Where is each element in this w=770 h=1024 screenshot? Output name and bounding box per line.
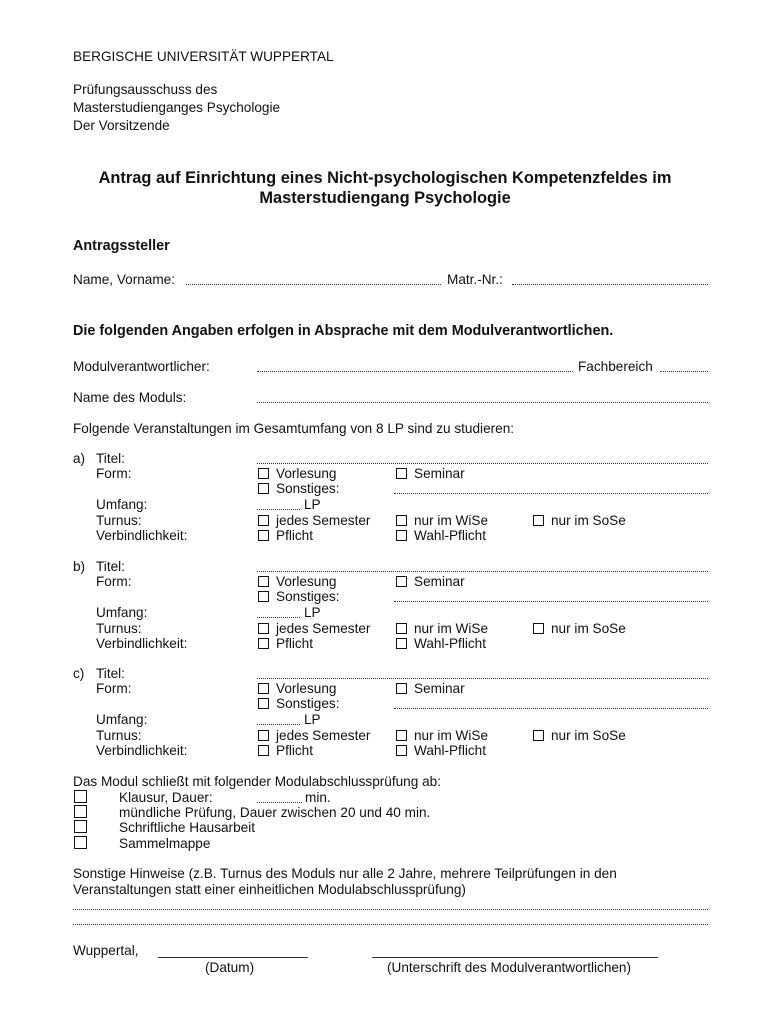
lecture-checkbox[interactable] xyxy=(258,576,269,587)
name-field[interactable] xyxy=(186,284,441,285)
wise-label: nur im WiSe xyxy=(414,513,489,528)
exam-intro: Das Modul schließt mit folgender Modulabschlussprüfung ab: xyxy=(73,774,441,789)
every-semester-checkbox[interactable] xyxy=(258,623,269,634)
signature-line[interactable] xyxy=(372,957,658,958)
notes-field-2[interactable] xyxy=(73,924,708,925)
lp-label: LP xyxy=(304,497,321,512)
elective-checkbox[interactable] xyxy=(396,745,407,756)
course-letter: c) xyxy=(73,666,85,681)
course-title-field[interactable] xyxy=(257,678,708,679)
exam-option-oral: mündliche Prüfung, Dauer zwischen 20 und 40 min. xyxy=(119,805,431,820)
signature-label: (Unterschrift des Modulverantwortlichen) xyxy=(387,960,632,975)
seminar-label: Seminar xyxy=(414,574,465,589)
wise-checkbox[interactable] xyxy=(396,730,407,741)
agreement-heading: Die folgenden Angaben erfolgen in Absprache mit dem Modulverantwortlichen. xyxy=(73,323,614,339)
sose-checkbox[interactable] xyxy=(533,623,544,634)
exam-option-paper: Schriftliche Hausarbeit xyxy=(119,820,255,835)
sose-checkbox[interactable] xyxy=(533,515,544,526)
mandatory-checkbox[interactable] xyxy=(258,638,269,649)
mandatory-label: Pflicht xyxy=(276,528,314,543)
module-name-field[interactable] xyxy=(257,402,708,403)
course-title-label: Titel: xyxy=(96,666,125,681)
every-semester-label: jedes Semester xyxy=(276,621,371,636)
elective-label: Wahl-Pflicht xyxy=(414,743,487,758)
course-title-field[interactable] xyxy=(257,463,708,464)
seminar-label: Seminar xyxy=(414,681,465,696)
other-checkbox[interactable] xyxy=(258,483,269,494)
mandatory-label: Pflicht xyxy=(276,743,314,758)
form-title-line1: Antrag auf Einrichtung eines Nicht-psychologischen Kompetenzfeldes im xyxy=(98,169,672,187)
other-field[interactable] xyxy=(394,601,708,602)
lecture-checkbox[interactable] xyxy=(258,683,269,694)
sose-checkbox[interactable] xyxy=(533,730,544,741)
module-name-label: Name des Moduls: xyxy=(73,390,187,405)
department-label: Fachbereich xyxy=(578,359,653,374)
other-checkbox[interactable] xyxy=(258,698,269,709)
matr-field[interactable] xyxy=(512,284,708,285)
seminar-checkbox[interactable] xyxy=(396,683,407,694)
lecture-label: Vorlesung xyxy=(276,574,337,589)
date-label: (Datum) xyxy=(205,960,255,975)
exam-option-portfolio: Sammelmappe xyxy=(119,836,211,851)
course-title-field[interactable] xyxy=(257,571,708,572)
course-title-label: Titel: xyxy=(96,559,125,574)
course-letter: a) xyxy=(73,451,86,466)
program-line: Masterstudienganges Psychologie xyxy=(73,100,281,115)
exam-paper-checkbox[interactable] xyxy=(74,820,87,833)
elective-label: Wahl-Pflicht xyxy=(414,636,487,651)
exam-option-written: Klausur, Dauer: xyxy=(119,790,213,805)
course-scope-label: Umfang: xyxy=(96,605,148,620)
course-obligation-label: Verbindlichkeit: xyxy=(96,743,188,758)
elective-checkbox[interactable] xyxy=(396,530,407,541)
course-cycle-label: Turnus: xyxy=(96,728,142,743)
seminar-checkbox[interactable] xyxy=(396,468,407,479)
matr-label: Matr.-Nr.: xyxy=(447,272,503,287)
course-cycle-label: Turnus: xyxy=(96,513,142,528)
date-line[interactable] xyxy=(158,957,308,958)
scope-field[interactable] xyxy=(257,724,300,725)
course-form-label: Form: xyxy=(96,466,132,481)
sose-label: nur im SoSe xyxy=(551,728,626,743)
every-semester-label: jedes Semester xyxy=(276,728,371,743)
other-label: Sonstiges: xyxy=(276,589,340,604)
wise-label: nur im WiSe xyxy=(414,621,489,636)
sose-label: nur im SoSe xyxy=(551,513,626,528)
other-field[interactable] xyxy=(394,493,708,494)
exam-oral-checkbox[interactable] xyxy=(74,805,87,818)
responsible-field[interactable] xyxy=(257,371,573,372)
other-label: Sonstiges: xyxy=(276,481,340,496)
course-letter: b) xyxy=(73,559,86,574)
course-form-label: Form: xyxy=(96,681,132,696)
exam-duration-field[interactable] xyxy=(257,802,302,803)
elective-label: Wahl-Pflicht xyxy=(414,528,487,543)
mandatory-checkbox[interactable] xyxy=(258,530,269,541)
course-cycle-label: Turnus: xyxy=(96,621,142,636)
exam-minutes-label: min. xyxy=(305,790,331,805)
exam-written-checkbox[interactable] xyxy=(74,790,87,803)
courses-intro: Folgende Veranstaltungen im Gesamtumfang von 8 LP sind zu studieren: xyxy=(73,421,515,436)
seminar-checkbox[interactable] xyxy=(396,576,407,587)
elective-checkbox[interactable] xyxy=(396,638,407,649)
course-scope-label: Umfang: xyxy=(96,712,148,727)
every-semester-checkbox[interactable] xyxy=(258,730,269,741)
university-name: BERGISCHE UNIVERSITÄT WUPPERTAL xyxy=(73,49,334,64)
place-label: Wuppertal, xyxy=(73,943,139,958)
department-field[interactable] xyxy=(660,371,708,372)
chair-line: Der Vorsitzende xyxy=(73,118,170,133)
every-semester-checkbox[interactable] xyxy=(258,515,269,526)
lp-label: LP xyxy=(304,712,321,727)
wise-checkbox[interactable] xyxy=(396,515,407,526)
seminar-label: Seminar xyxy=(414,466,465,481)
other-field[interactable] xyxy=(394,708,708,709)
course-scope-label: Umfang: xyxy=(96,497,148,512)
sose-label: nur im SoSe xyxy=(551,621,626,636)
exam-portfolio-checkbox[interactable] xyxy=(74,836,87,849)
notes-line1: Sonstige Hinweise (z.B. Turnus des Moduls nur alle 2 Jahre, mehrere Teilprüfungen in den xyxy=(73,866,617,881)
scope-field[interactable] xyxy=(257,509,300,510)
lecture-checkbox[interactable] xyxy=(258,468,269,479)
lecture-label: Vorlesung xyxy=(276,681,337,696)
lecture-label: Vorlesung xyxy=(276,466,337,481)
notes-line2: Veranstaltungen statt einer einheitlichen Modulabschlussprüfung) xyxy=(73,882,466,897)
name-label: Name, Vorname: xyxy=(73,272,175,287)
notes-field-1[interactable] xyxy=(73,909,708,910)
course-obligation-label: Verbindlichkeit: xyxy=(96,636,188,651)
course-title-label: Titel: xyxy=(96,451,125,466)
wise-label: nur im WiSe xyxy=(414,728,489,743)
course-obligation-label: Verbindlichkeit: xyxy=(96,528,188,543)
mandatory-checkbox[interactable] xyxy=(258,745,269,756)
lp-label: LP xyxy=(304,605,321,620)
responsible-label: Modulverantwortlicher: xyxy=(73,359,210,374)
scope-field[interactable] xyxy=(257,617,300,618)
applicant-heading: Antragssteller xyxy=(73,238,170,254)
other-checkbox[interactable] xyxy=(258,591,269,602)
form-title-line2: Masterstudiengang Psychologie xyxy=(259,189,511,207)
wise-checkbox[interactable] xyxy=(396,623,407,634)
committee-line: Prüfungsausschuss des xyxy=(73,82,218,97)
course-form-label: Form: xyxy=(96,574,132,589)
mandatory-label: Pflicht xyxy=(276,636,314,651)
other-label: Sonstiges: xyxy=(276,696,340,711)
every-semester-label: jedes Semester xyxy=(276,513,371,528)
